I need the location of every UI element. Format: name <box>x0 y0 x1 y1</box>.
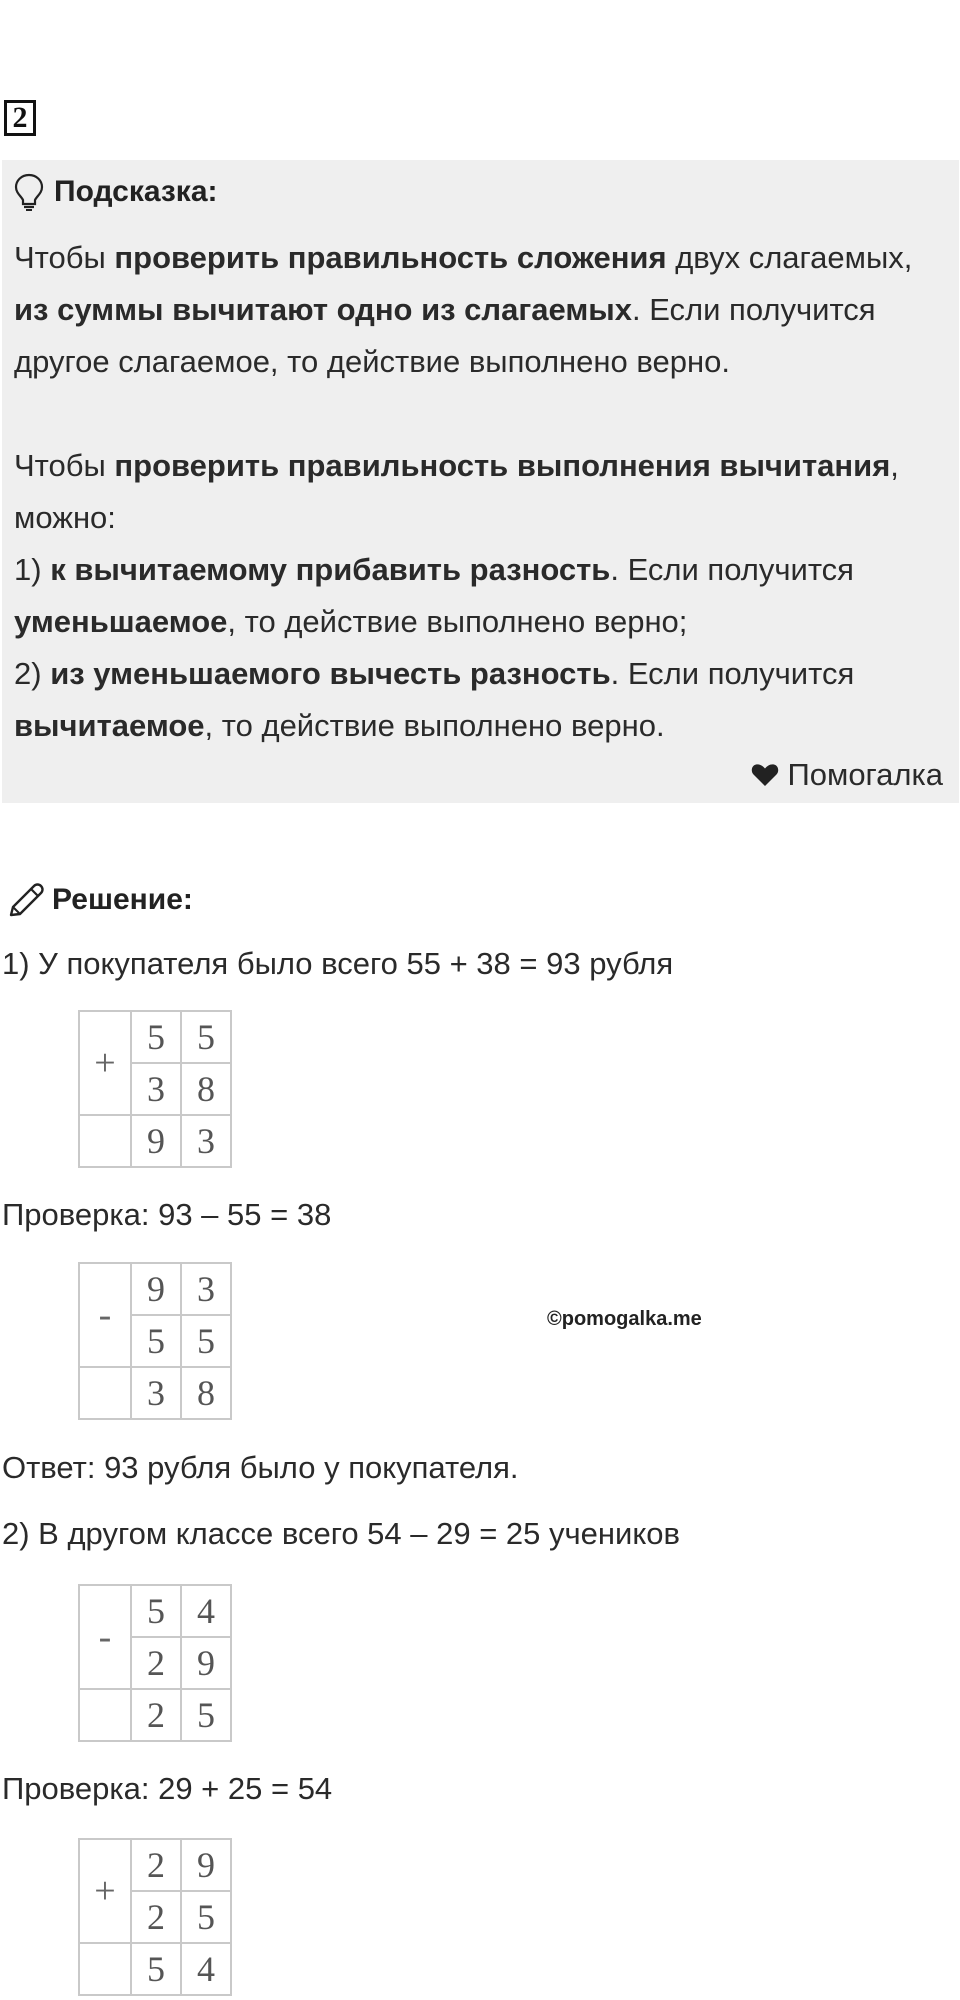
hint-bold-span: уменьшаемое <box>14 604 228 639</box>
empty-cell <box>79 1367 131 1419</box>
digit-cell: 3 <box>131 1063 181 1115</box>
result-digit: 9 <box>131 1115 181 1167</box>
digit-cell: 5 <box>131 1585 181 1637</box>
digit-cell: 5 <box>181 1891 231 1943</box>
hint-text-span: Чтобы <box>14 448 115 483</box>
paragraph-gap <box>14 388 949 440</box>
hint-text-span: , то действие выполнено верно. <box>204 708 665 743</box>
lightbulb-icon <box>14 173 44 211</box>
check-line-1: Проверка: 93 – 55 = 38 <box>2 1197 332 1232</box>
solution-title: Решение: <box>52 883 193 916</box>
task-number: 2 <box>4 100 36 136</box>
hint-text-span: . Если получится <box>610 552 854 587</box>
hint-bold-span: проверить правильность выполнения вычитания <box>114 448 891 483</box>
hint-text-span: 1) <box>14 552 51 587</box>
hint-paragraph-subtraction <box>14 440 949 544</box>
operator-sign: + <box>79 1011 131 1115</box>
source-label: Помогалка <box>787 757 943 792</box>
hint-bold-span: вычитаемое <box>14 708 205 743</box>
operator-sign: - <box>79 1585 131 1689</box>
digit-cell: 9 <box>131 1263 181 1315</box>
hint-box <box>2 160 959 803</box>
hint-text-span: . Если получится <box>610 656 855 691</box>
hint-text-span: , можно: <box>14 448 899 535</box>
empty-cell <box>79 1115 131 1167</box>
answer-line-1: Ответ: 93 рубля было у покупателя. <box>2 1450 519 1485</box>
hint-text <box>14 232 949 752</box>
hint-bold-span: из уменьшаемого вычесть разность <box>50 656 611 691</box>
solution-line-2: 2) В другом классе всего 54 – 29 = 25 учеников <box>2 1516 680 1551</box>
result-digit: 4 <box>181 1943 231 1995</box>
hint-title: Подсказка: <box>54 175 218 208</box>
digit-cell: 5 <box>131 1315 181 1367</box>
digit-cell: 5 <box>131 1011 181 1063</box>
hint-bold-span: проверить правильность сложения <box>114 240 667 275</box>
solution-header <box>6 878 193 922</box>
hint-text-span: . Если получится другое слагаемое, то действие выполнено верно. <box>14 292 876 379</box>
digit-cell: 2 <box>131 1637 181 1689</box>
result-digit: 2 <box>131 1689 181 1741</box>
digit-cell: 3 <box>181 1263 231 1315</box>
hint-item-2 <box>14 648 949 752</box>
operator-sign: - <box>79 1263 131 1367</box>
solution-line-1: 1) У покупателя было всего 55 + 38 = 93 рубля <box>2 946 674 981</box>
addition-column-calc <box>78 1010 232 1168</box>
empty-cell <box>79 1943 131 1995</box>
result-digit: 3 <box>131 1367 181 1419</box>
empty-cell <box>79 1689 131 1741</box>
result-digit: 3 <box>181 1115 231 1167</box>
heart-icon <box>751 763 779 787</box>
hint-paragraph-addition <box>14 232 949 388</box>
digit-cell: 9 <box>181 1637 231 1689</box>
digit-cell: 5 <box>181 1011 231 1063</box>
digit-cell: 8 <box>181 1063 231 1115</box>
digit-cell: 9 <box>181 1839 231 1891</box>
digit-cell: 5 <box>181 1315 231 1367</box>
hint-text-span: двух слагаемых, <box>666 240 913 275</box>
pencil-icon <box>6 880 46 920</box>
result-digit: 5 <box>181 1689 231 1741</box>
check-line-2: Проверка: 29 + 25 = 54 <box>2 1771 333 1806</box>
hint-text-span: , то действие выполнено верно; <box>227 604 688 639</box>
result-digit: 5 <box>131 1943 181 1995</box>
digit-cell: 4 <box>181 1585 231 1637</box>
hint-header <box>14 172 218 212</box>
subtraction-column-calc <box>78 1584 232 1742</box>
addition-check-calc <box>78 1838 232 1996</box>
hint-bold-span: к вычитаемому прибавить разность <box>50 552 611 587</box>
hint-bold-span: из суммы вычитают одно из слагаемых <box>14 292 632 327</box>
hint-source <box>751 753 943 797</box>
digit-cell: 2 <box>131 1839 181 1891</box>
result-digit: 8 <box>181 1367 231 1419</box>
hint-item-1 <box>14 544 949 648</box>
hint-text-span: 2) <box>14 656 51 691</box>
subtraction-check-calc <box>78 1262 232 1420</box>
operator-sign: + <box>79 1839 131 1943</box>
watermark: ©pomogalka.me <box>547 1308 702 1330</box>
hint-text-span: Чтобы <box>14 240 115 275</box>
digit-cell: 2 <box>131 1891 181 1943</box>
